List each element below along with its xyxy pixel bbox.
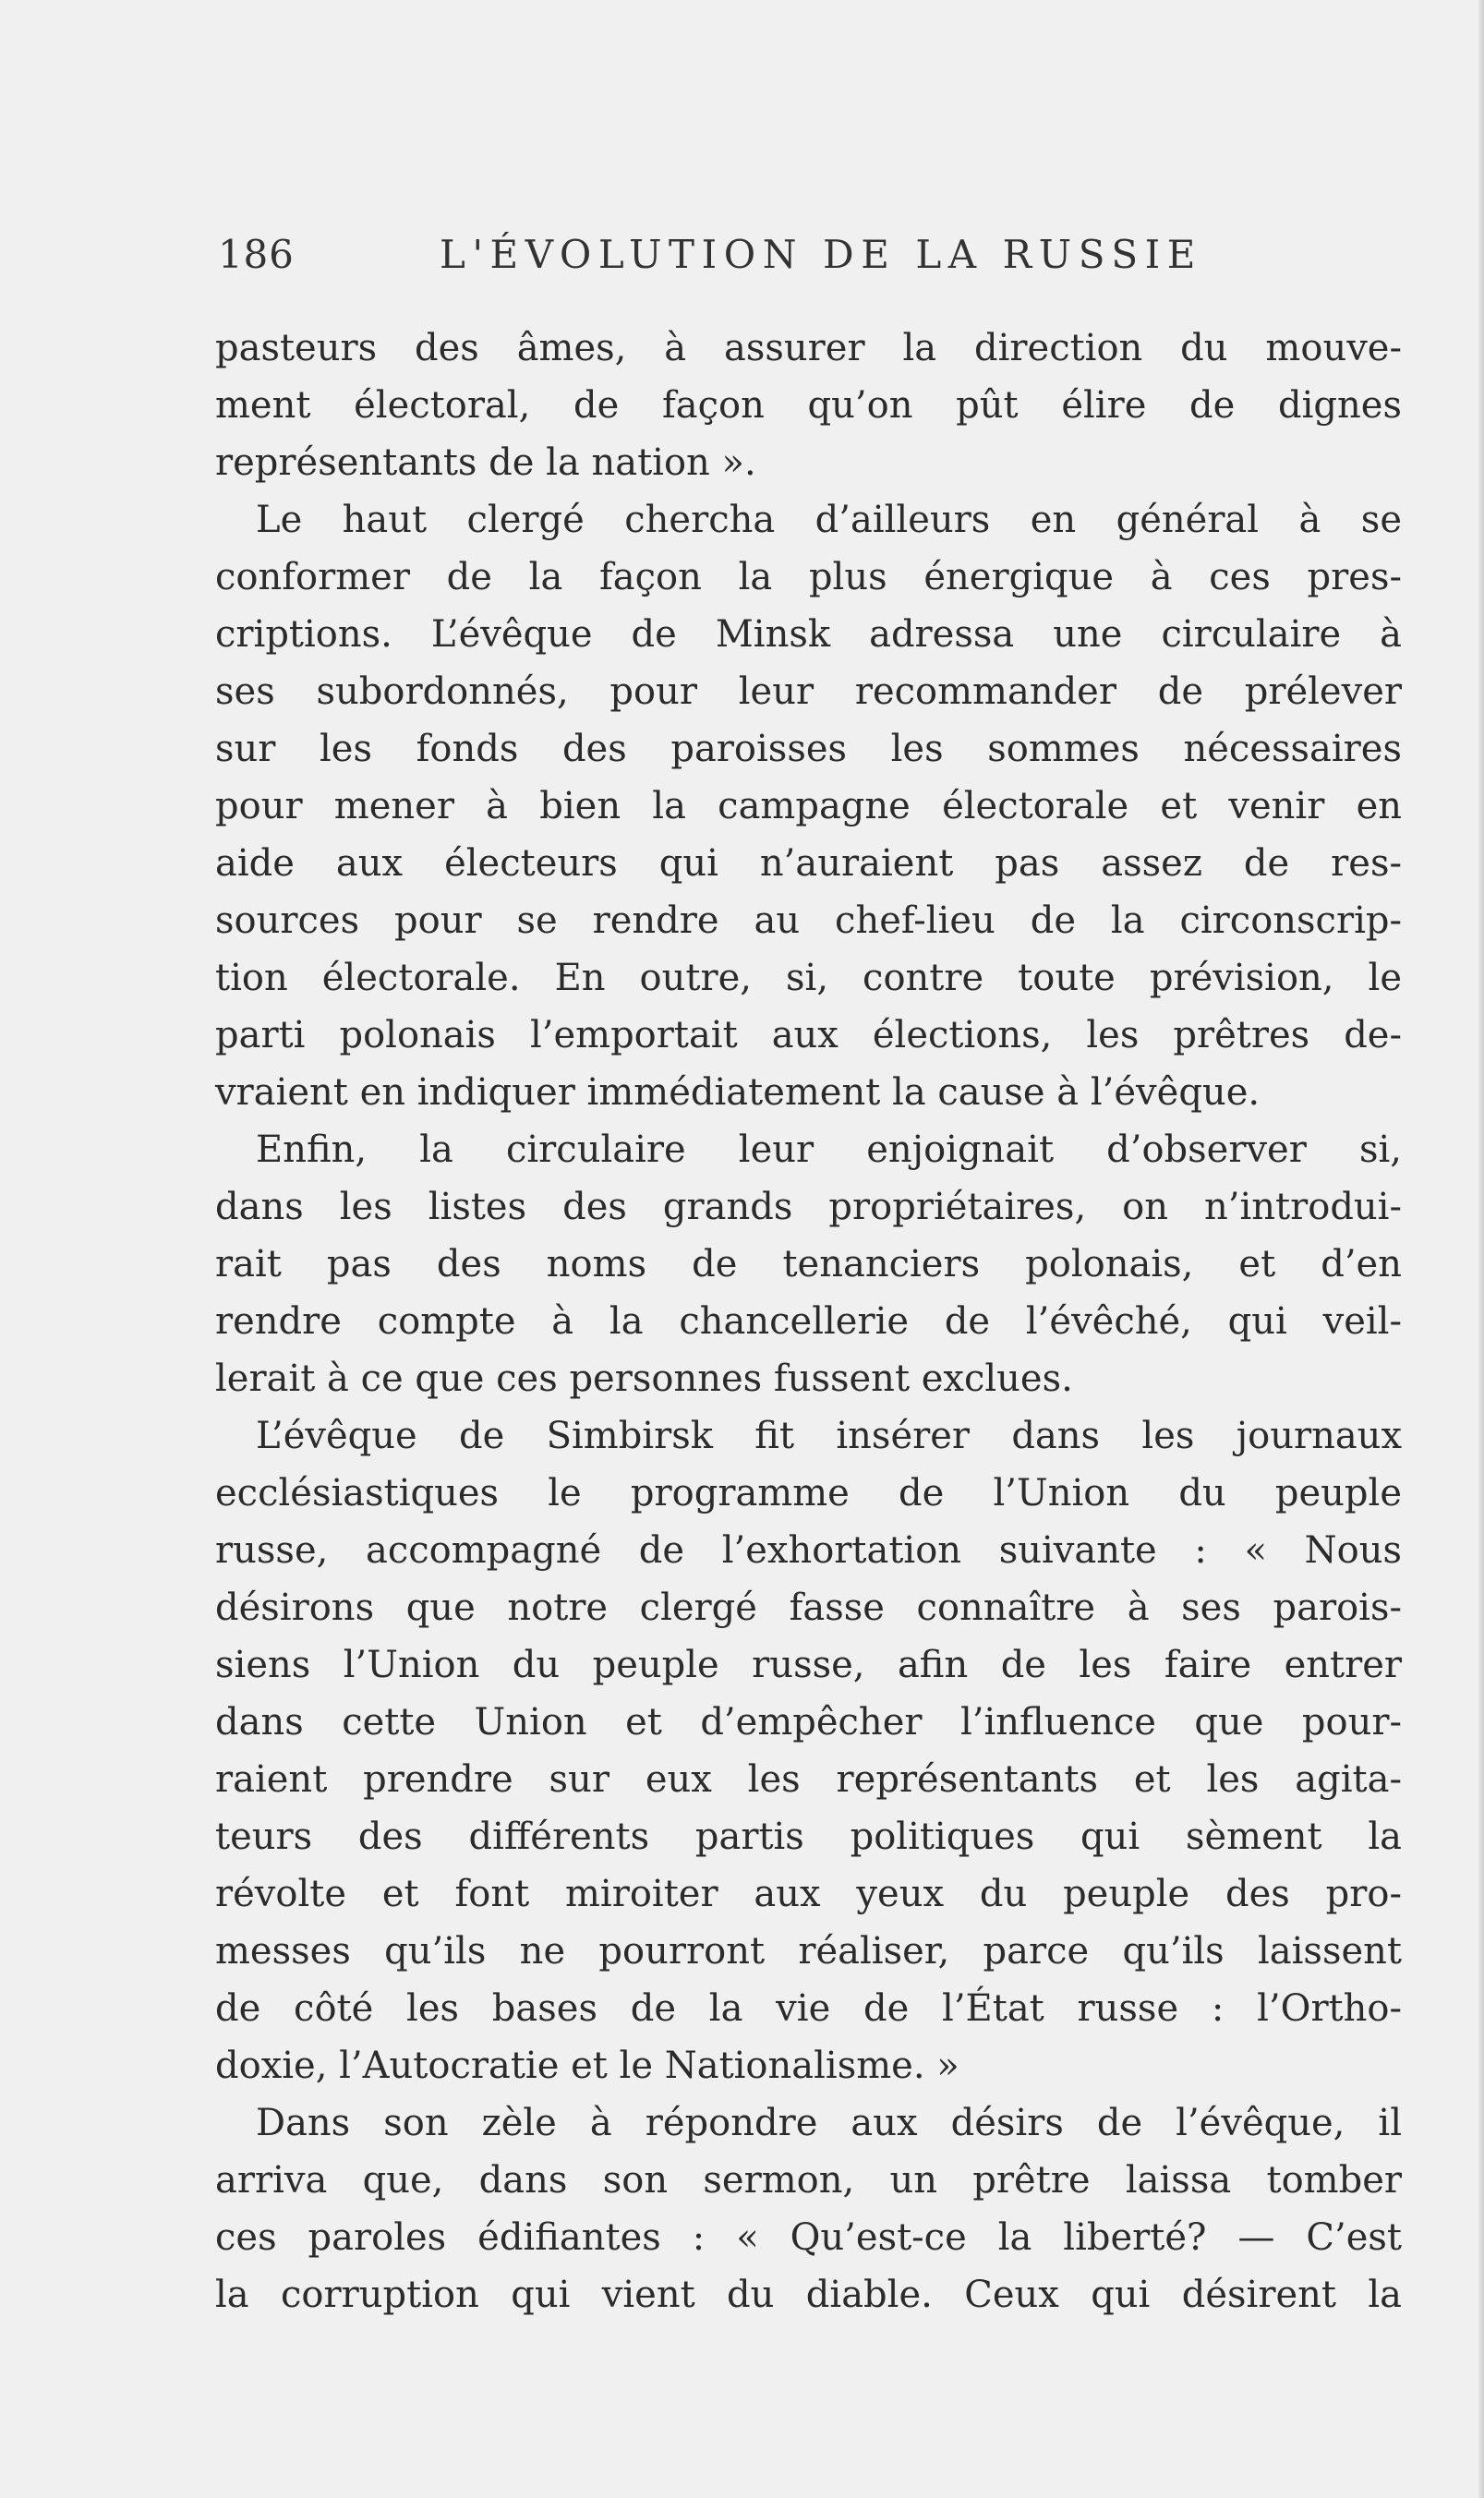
text-line: messes qu’ils ne pourront réaliser, parce qu’ils laissent: [215, 1930, 1402, 1973]
paragraph-first-line: Enfin, la circulaire leur enjoignait d’observer si,: [256, 1128, 1402, 1171]
text-line: lerait à ce que ces personnes fussent exclues.: [215, 1358, 1073, 1400]
text-line: rait pas des noms de tenanciers polonais, et d’en: [215, 1243, 1402, 1285]
text-line: pasteurs des âmes, à assurer la direction du mouve-: [215, 327, 1402, 369]
text-line: vraient en indiquer immédiatement la cause à l’évêque.: [215, 1071, 1261, 1114]
text-line: ecclésiastiques le programme de l’Union du peuple: [215, 1472, 1402, 1514]
page-header: [218, 227, 1308, 283]
text-line: ces paroles édifiantes : « Qu’est-ce la liberté? — C’est: [215, 2216, 1402, 2259]
text-line: sur les fonds des paroisses les sommes nécessaires: [215, 728, 1402, 770]
text-line: ment électoral, de façon qu’on pût élire de dignes: [215, 384, 1402, 427]
text-line: la corruption qui vient du diable. Ceux qui désirent la: [215, 2274, 1402, 2316]
body-text: [215, 320, 1402, 2323]
text-line: teurs des différents partis politiques qui sèment la: [215, 1816, 1402, 1858]
text-line: de côté les bases de la vie de l’État russe : l’Ortho-: [215, 1987, 1402, 2030]
text-line: siens l’Union du peuple russe, afin de les faire entrer: [215, 1644, 1402, 1686]
text-line: rendre compte à la chancellerie de l’évêché, qui veil-: [215, 1300, 1402, 1343]
text-line: russe, accompagné de l’exhortation suivante : « Nous: [215, 1529, 1402, 1572]
text-line: raient prendre sur eux les représentants et les agita-: [215, 1758, 1402, 1801]
paragraph-first-line: Dans son zèle à répondre aux désirs de l’évêque, il: [256, 2102, 1402, 2144]
text-line: dans les listes des grands propriétaires, on n’introdui-: [215, 1186, 1402, 1228]
text-line: criptions. L’évêque de Minsk adressa une circulaire à: [215, 613, 1402, 656]
text-line: sources pour se rendre au chef-lieu de la circonscrip-: [215, 899, 1402, 942]
text-line: arriva que, dans son sermon, un prêtre laissa tomber: [215, 2159, 1402, 2202]
text-line: aide aux électeurs qui n’auraient pas assez de res-: [215, 842, 1402, 885]
text-line: pour mener à bien la campagne électorale et venir en: [215, 785, 1402, 827]
page-number: 186: [218, 232, 295, 277]
paragraph-first-line: Le haut clergé chercha d’ailleurs en général à se: [256, 499, 1402, 541]
text-line: désirons que notre clergé fasse connaître à ses parois-: [215, 1587, 1402, 1629]
text-line: représentants de la nation ».: [215, 441, 756, 484]
paragraph-first-line: L’évêque de Simbirsk fit insérer dans les journaux: [256, 1415, 1402, 1457]
running-title: L'ÉVOLUTION DE LA RUSSIE: [440, 232, 1203, 277]
text-line: dans cette Union et d’empêcher l’influence que pour-: [215, 1701, 1402, 1744]
page-edge: [1478, 0, 1484, 2498]
text-line: doxie, l’Autocratie et le Nationalisme. »: [215, 2045, 959, 2087]
text-line: révolte et font miroiter aux yeux du peuple des pro-: [215, 1873, 1402, 1915]
text-line: conformer de la façon la plus énergique à ces pres-: [215, 556, 1402, 598]
text-line: parti polonais l’emportait aux élections, les prêtres de-: [215, 1014, 1402, 1056]
text-line: tion électorale. En outre, si, contre toute prévision, le: [215, 957, 1402, 999]
text-line: ses subordonnés, pour leur recommander de prélever: [215, 670, 1402, 713]
